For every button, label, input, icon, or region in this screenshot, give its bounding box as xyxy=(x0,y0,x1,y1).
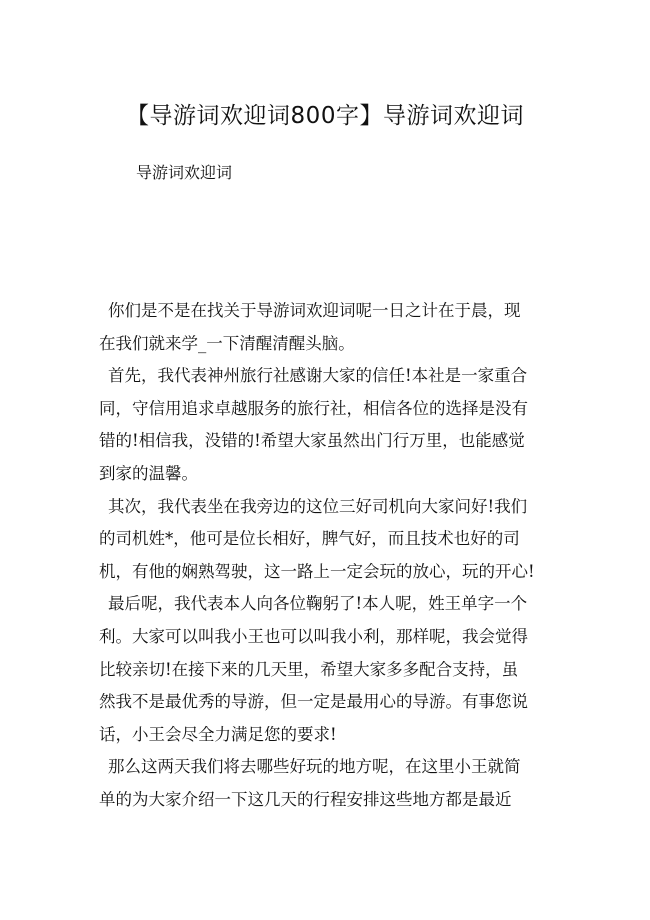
body-line: 利。大家可以叫我小王也可以叫我小利，那样呢，我会觉得 xyxy=(99,626,528,646)
body-line: 比较亲切!在接下来的几天里，希望大家多多配合支持，虽 xyxy=(99,659,519,679)
body-line: 最后呢，我代表本人向各位鞠躬了!本人呢，姓王单字一个 xyxy=(108,594,528,614)
body-line: 你们是不是在找关于导游词欢迎词呢一日之计在于晨，现 xyxy=(108,301,521,320)
body-line: 到家的温馨。 xyxy=(99,463,198,483)
body-line: 在我们就来学_一下清醒清醒头脑。 xyxy=(99,333,355,353)
body-line: 单的为大家介绍一下这几天的行程安排这些地方都是最近 xyxy=(99,789,512,809)
body-line: 机，有他的娴熟驾驶，这一路上一定会玩的放心，玩的开心! xyxy=(99,561,535,581)
document-title: 【导游词欢迎词800字】导游词欢迎词 xyxy=(126,103,524,129)
body-line: 然我不是最优秀的导游，但一定是最用心的导游。有事您说 xyxy=(99,692,528,712)
body-line: 那么这两天我们将去哪些好玩的地方呢，在这里小王就简 xyxy=(108,757,521,777)
body-line: 首先，我代表神州旅行社感谢大家的信任!本社是一家重合 xyxy=(108,366,528,386)
document-body xyxy=(99,295,554,817)
body-line: 其次，我代表坐在我旁边的这位三好司机向大家问好!我们 xyxy=(108,496,528,516)
body-line: 同，守信用追求卓越服务的旅行社，相信各位的选择是没有 xyxy=(99,398,528,418)
body-line: 的司机姓*，他可是位长相好，脾气好，而且技术也好的司 xyxy=(99,529,520,549)
body-line: 话，小王会尽全力满足您的要求! xyxy=(99,724,337,744)
document-subtitle: 导游词欢迎词 xyxy=(136,163,233,182)
body-line: 错的!相信我，没错的!希望大家虽然出门行万里，也能感觉 xyxy=(99,431,525,451)
